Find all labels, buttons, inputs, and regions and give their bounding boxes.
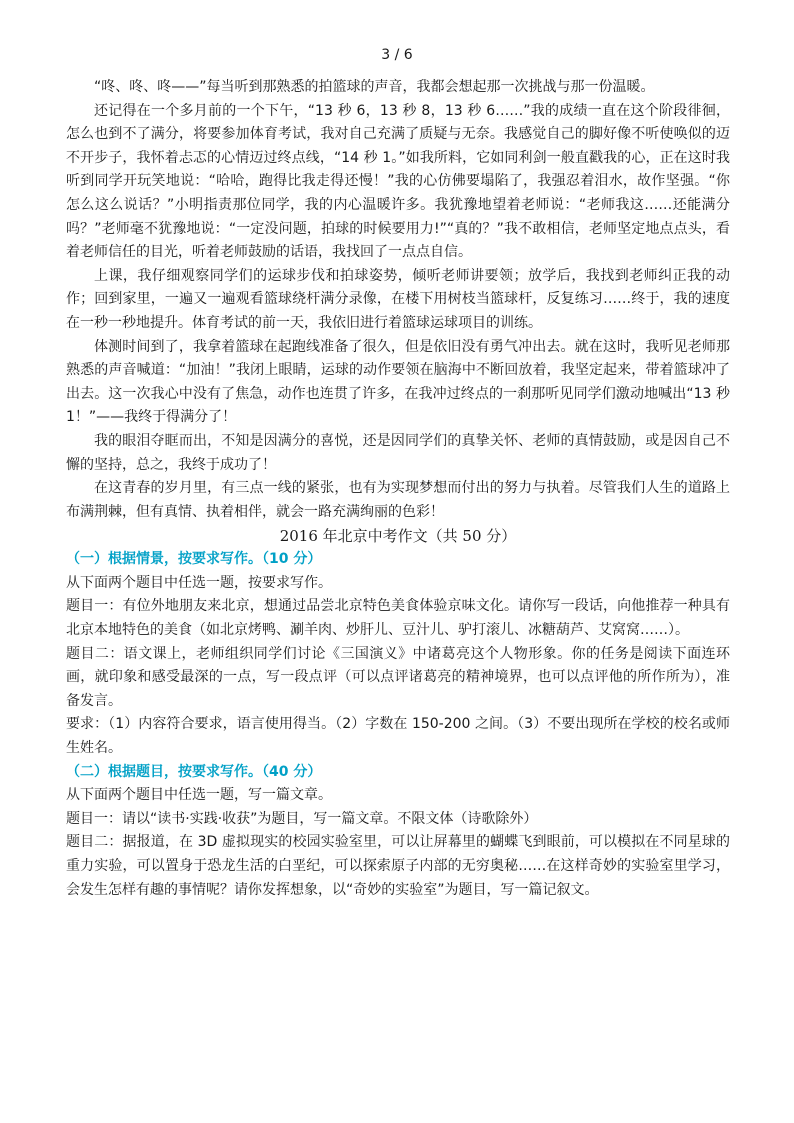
part2-topic1: 题目一：请以“读书·实践·收获”为题目，写一篇文章。不限文体（诗歌除外）	[66, 810, 538, 827]
essay-paragraph-1: “咚、咚、咚——”每当听到那熟悉的拍篮球的声音，我都会想起那一次挑战与那一份温暖。	[94, 79, 655, 95]
exam-section-title: 2016 年北京中考作文（共 50 分）	[279, 527, 517, 546]
essay-paragraph-5: 我的眼泪夺眶而出，不知是因满分的喜悦，还是因同学们的真挚关怀、老师的真情鼓励，或是因自己不懈的坚持，总之，我终于成功了！	[66, 432, 730, 473]
essay-paragraph-3: 上课，我仔细观察同学们的运球步伐和拍球姿势，倾听老师讲要领；放学后，我找到老师纠正我的动作；回到家里，一遍又一遍观看篮球绕杆满分录像，在楼下用树枝当篮球杆，反复练习……终于，我的速度在一秒一秒地提升。体育考试的前一天，我依旧进行着篮球运球项目的训练。	[66, 267, 730, 331]
part1-heading: （一）根据情景，按要求写作。（10 分）	[66, 551, 322, 568]
essay-paragraph-6: 在这青春的岁月里，有三点一线的紧张，也有为实现梦想而付出的努力与执着。尽管我们人生的道路上布满荆棘，但有真情、执着相伴，就会一路充满绚丽的色彩！	[66, 480, 730, 520]
part1-topic1: 题目一：有位外地朋友来北京，想通过品尝北京特色美食体验京味文化。请你写一段话，向他推荐一种具有北京本地特色的美食（如北京烤鸭、涮羊肉、炒肝儿、豆汁儿、驴打滚儿、冰糖葫芦、艾窝窝……）。	[66, 598, 730, 639]
essay-paragraph-4: 体测时间到了，我拿着篮球在起跑线准备了很久，但是依旧没有勇气冲出去。就在这时，我听见老师那熟悉的声音喊道：“加油！”我闭上眼睛，运球的动作要领在脑海中不断回放着，我坚定起来，带着篮球冲了出去。这一次我心中没有了焦急，动作也连贯了许多，在我冲过终点的一刹那听见同学们激动地喊出“13 秒 1！”——我终于得满分了！	[66, 338, 730, 426]
essay-paragraph-2: 还记得在一个多月前的一个下午，“13 秒 6，13 秒 8，13 秒 6……”我的成绩一直在这个阶段徘徊，怎么也到不了满分，将要参加体育考试，我对自己充满了质疑与无奈。我感觉自己的脚好像不听使唤似的迈不开步子，我怀着忐忑的心情迈过终点线，“14 秒 1。”如我所料，它如同利剑一般直戳我的心，正在这时我听到同学开玩笑地说：“哈哈，跑得比我走得还慢！”我的心仿佛要塌陷了，我强忍着泪水，故作坚强。“你怎么这么说话？”小明指责那位同学，我的内心温暖许多。我犹豫地望着老师说：“老师我这……还能满分吗？”老师毫不犹豫地说：“一定没问题，拍球的时候要用力!”“真的？”我不敢相信，老师坚定地点点头，看着老师信任的目光，听着老师鼓励的话语，我找回了一点点自信。	[66, 102, 730, 261]
document-body	[66, 76, 730, 902]
part1-requirements: 要求：（1）内容符合要求，语言使用得当。（2）字数在 150-200 之间。（3）不要出现所在学校的校名或师生姓名。	[66, 716, 730, 757]
part2-topic2: 题目二：据报道，在 3D 虚拟现实的校园实验室里，可以让屏幕里的蝴蝶飞到眼前，可以模拟在不同星球的重力实验，可以置身于恐龙生活的白垩纪，可以探索原子内部的无穷奥秘……在这样奇妙的实验室里学习，会发生怎样有趣的事情呢？请你发挥想象，以“奇妙的实验室”为题目，写一篇记叙文。	[66, 834, 730, 898]
part1-topic2: 题目二：语文课上，老师组织同学们讨论《三国演义》中诸葛亮这个人物形象。你的任务是阅读下面连环画，就印象和感受最深的一点，写一段点评（可以点评诸葛亮的精神境界，也可以点评他的所作所为），准备发言。	[66, 645, 730, 709]
part2-intro: 从下面两个题目中任选一题，写一篇文章。	[66, 787, 332, 804]
part2-heading: （二）根据题目，按要求写作。（40 分）	[66, 763, 322, 780]
part1-intro: 从下面两个题目中任选一题，按要求写作。	[66, 574, 332, 591]
page-number: 3 / 6	[381, 47, 413, 63]
